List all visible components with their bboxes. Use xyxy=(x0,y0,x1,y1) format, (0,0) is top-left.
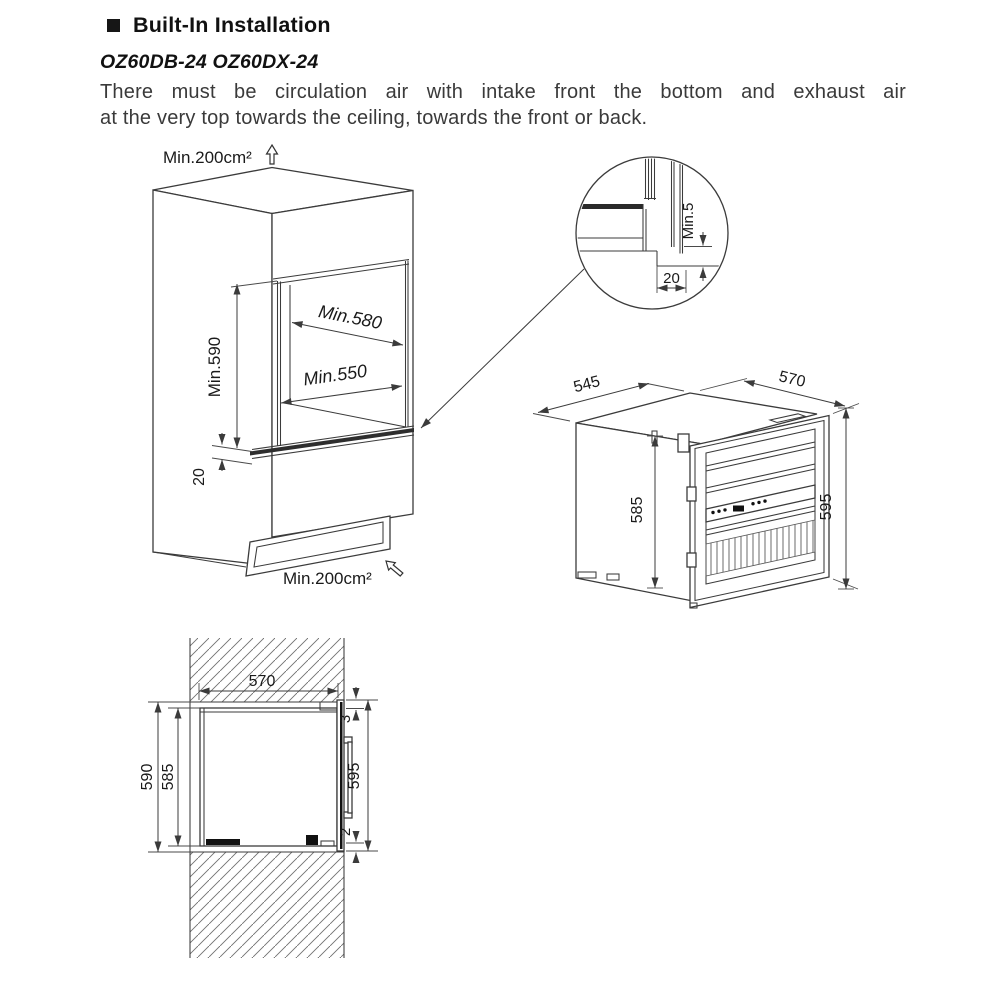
dim-section-door-height-label: 595 xyxy=(346,762,363,790)
dim-top-gap-label: 3 xyxy=(337,714,354,724)
top-vent-label: Min.200cm² xyxy=(163,148,252,167)
dim-niche-height-label: Min.590 xyxy=(205,336,224,398)
appliance-body-section xyxy=(200,708,337,846)
vent-arrow-upleft-icon xyxy=(386,561,403,576)
appliance-section xyxy=(200,700,352,851)
hinge-top xyxy=(678,434,689,452)
detail-leader-line xyxy=(421,269,584,428)
dim-bottom-gap-label: 2 xyxy=(337,827,354,837)
cabinet-outline xyxy=(153,168,413,577)
side-section-drawing xyxy=(139,638,378,958)
cabinet-cutaway-drawing xyxy=(153,145,414,588)
description-line: There must be circulation air with intake front the bottom and exhaust air xyxy=(100,81,906,103)
dim-shelf-gap-label: 20 xyxy=(191,468,208,486)
dim-recess-depth-label: 20 xyxy=(663,270,680,287)
bottom-vent-label: Min.200cm² xyxy=(283,569,372,588)
dim-door-height-label: 595 xyxy=(818,493,835,521)
hinge-side xyxy=(687,553,696,567)
dim-depth-label: 545 xyxy=(571,373,602,397)
dim-width-label: 570 xyxy=(777,368,808,392)
dim-niche-width-label: Min.580 xyxy=(316,301,384,334)
base-pad xyxy=(306,835,318,845)
dim-section-niche-height-label: 590 xyxy=(139,763,156,791)
wall-hatch-top xyxy=(190,638,344,702)
dim-top-clearance-label: Min.5 xyxy=(680,202,697,240)
model-numbers: OZ60DB-24 OZ60DX-24 xyxy=(100,51,319,73)
description-line: at the very top towards the ceiling, towards the front or back. xyxy=(100,107,648,129)
wall-hatch-bottom xyxy=(190,852,344,958)
appliance-door xyxy=(687,416,829,609)
dim-niche-depth-label: Min.550 xyxy=(302,360,369,390)
vent-arrow-up-icon xyxy=(267,145,278,164)
hinge-side xyxy=(687,487,696,501)
base-pad xyxy=(206,839,240,845)
dim-section-width-label: 570 xyxy=(248,673,276,690)
page-title: Built-In Installation xyxy=(133,13,331,37)
appliance-isometric-drawing xyxy=(533,368,859,608)
dim-section-body-height-label: 585 xyxy=(160,763,177,791)
dim-body-height-label: 585 xyxy=(629,496,646,524)
